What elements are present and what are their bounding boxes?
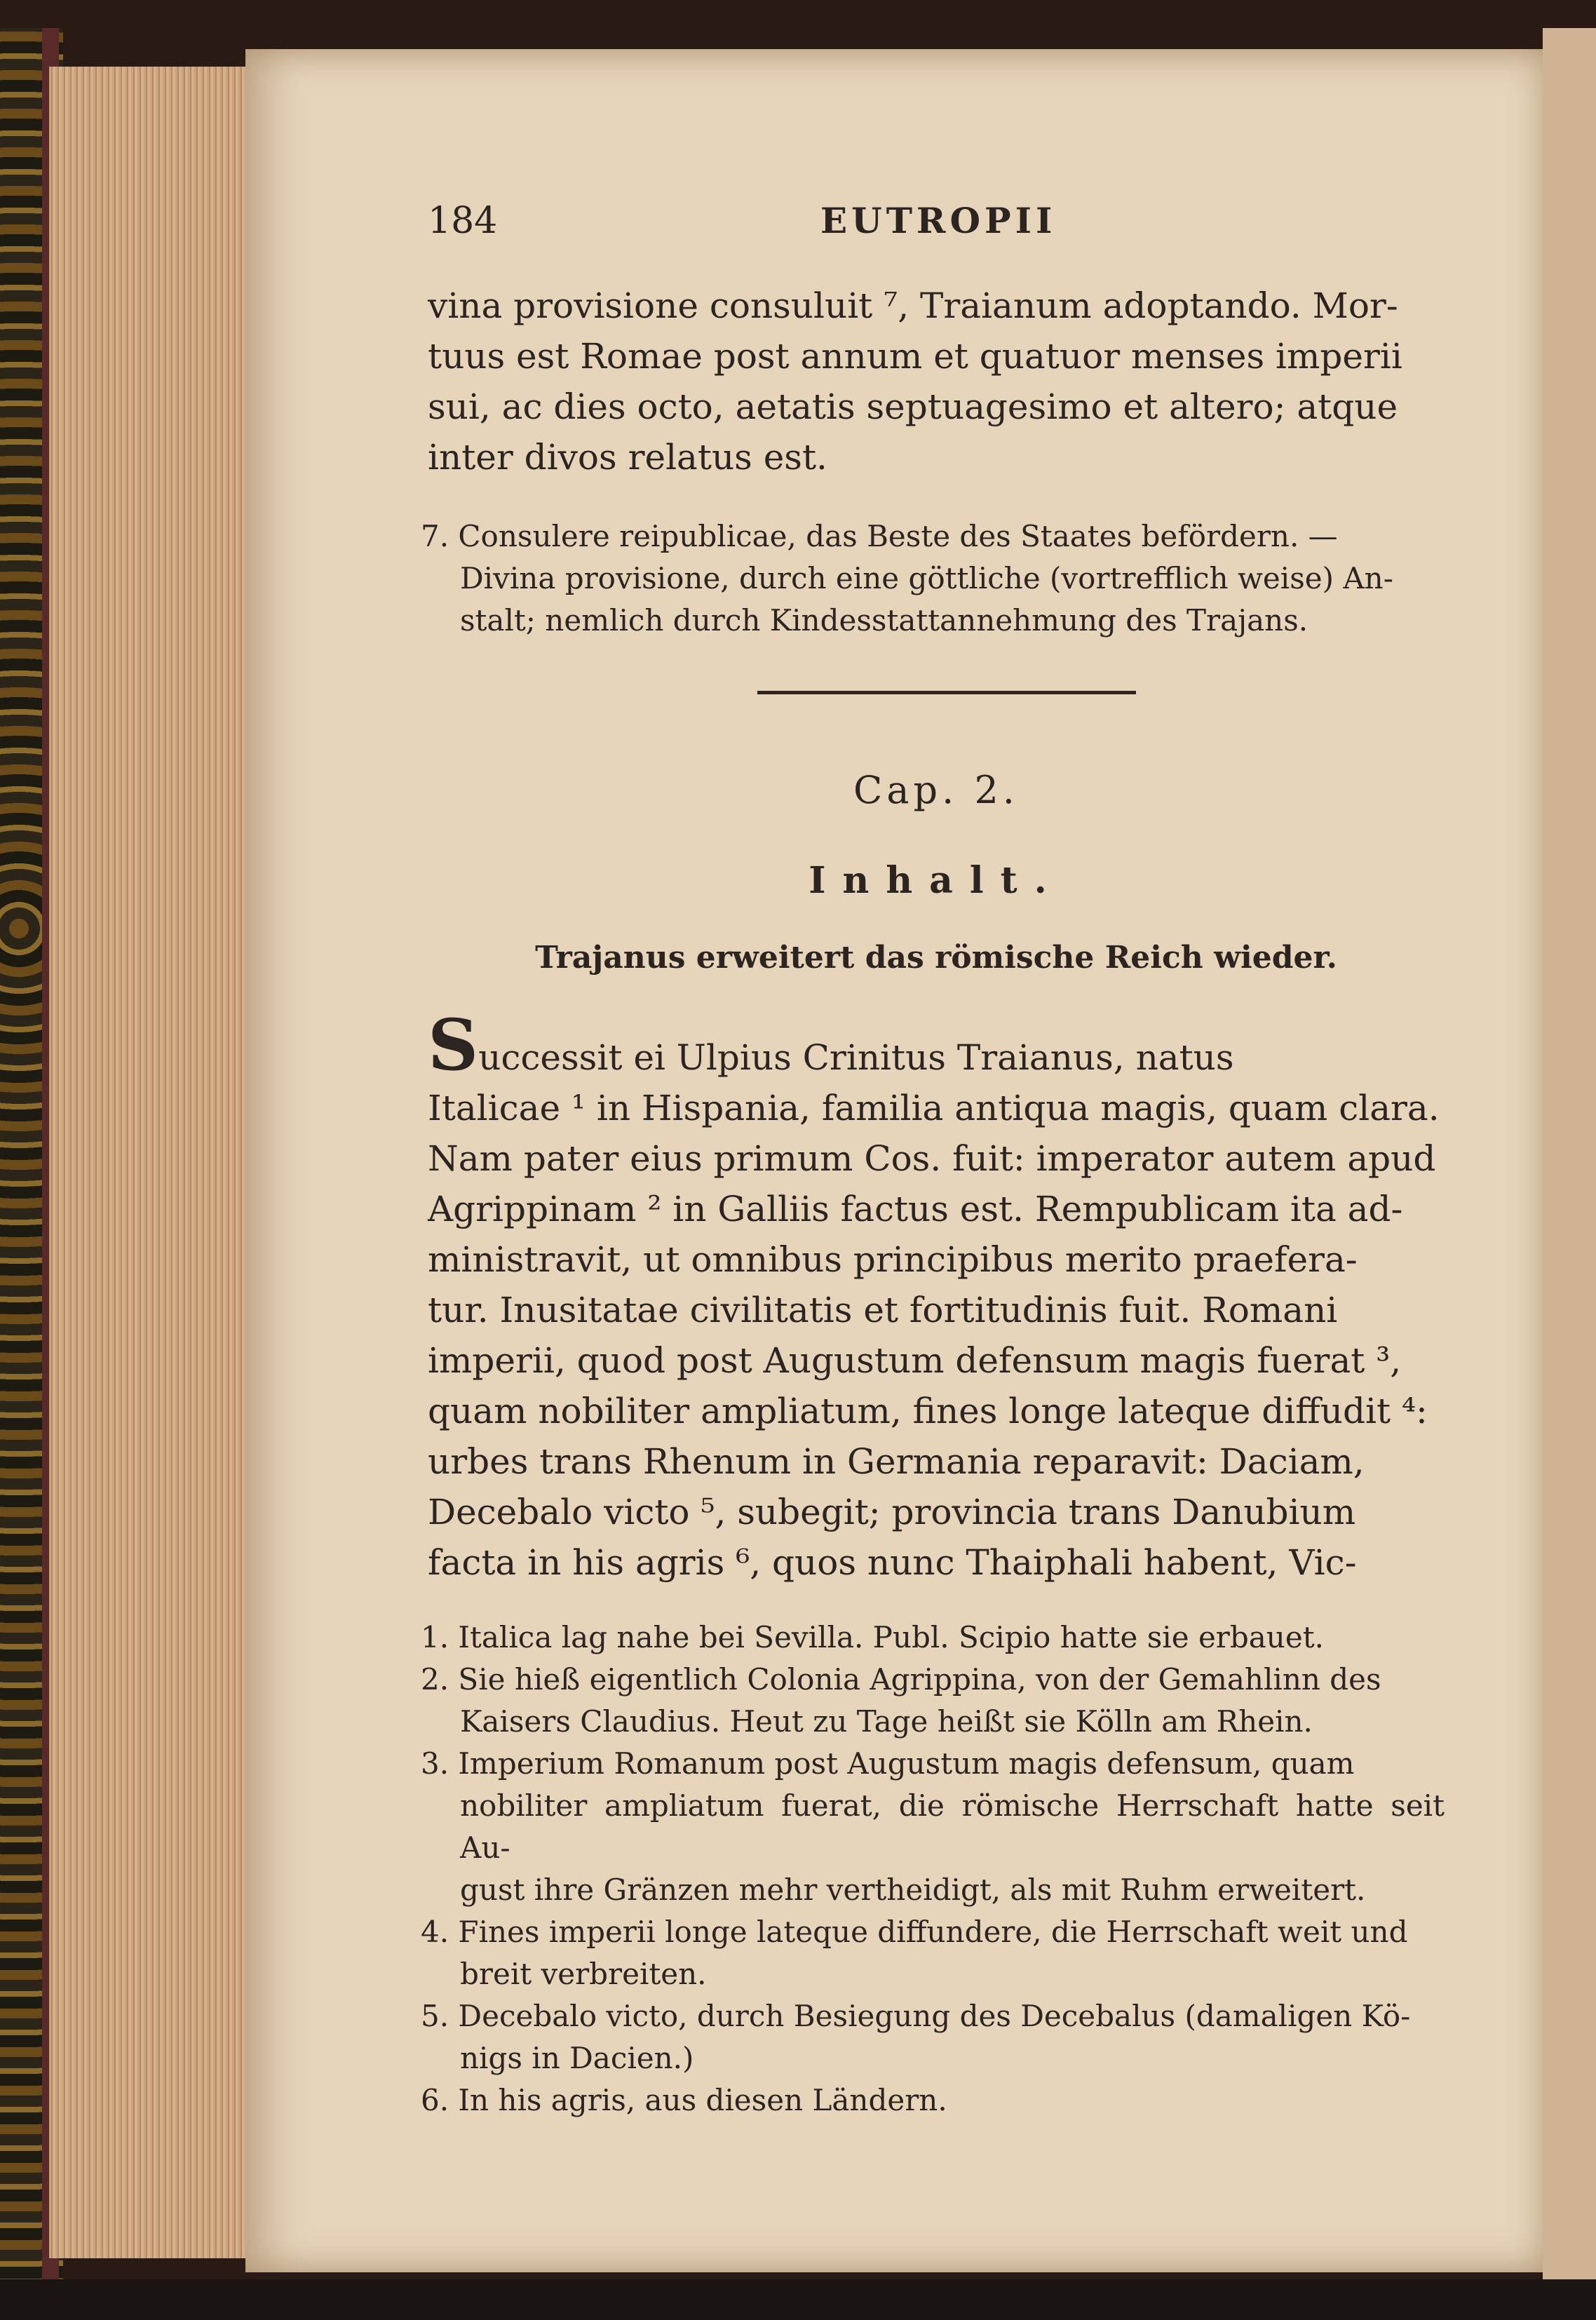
- inhalt-heading: Inhalt.: [809, 859, 1064, 902]
- text-line: ministravit, ut omnibus principibus merito praefera-: [428, 1239, 1358, 1280]
- text-line-rest: uccessit ei Ulpius Crinitus Traianus, natus: [478, 1037, 1234, 1078]
- text-line: imperii, quod post Augustum defensum magis fuerat ³,: [428, 1340, 1402, 1381]
- main-paragraph: [428, 1004, 1445, 1588]
- text-line: tur. Inusitatae civilitatis et fortitudinis fuit. Romani: [428, 1290, 1338, 1330]
- footnote-4: [421, 1911, 1445, 1995]
- chapter-title: Cap. 2.: [853, 768, 1019, 812]
- section-divider: [757, 691, 1136, 694]
- top-paragraph: [428, 281, 1445, 483]
- footnote-line: 5. Decebalo victo, durch Besiegung des Decebalus (damaligen Kö-: [421, 1999, 1411, 2033]
- text-line: facta in his agris ⁶, quos nunc Thaiphali habent, Vic-: [428, 1542, 1357, 1583]
- footnote-line: 6. In his agris, aus diesen Ländern.: [421, 2083, 947, 2117]
- footnote-3: [421, 1743, 1445, 1911]
- page-edges: [49, 67, 259, 2258]
- text-line: Decebalo victo ⁵, subegit; provincia trans Danubium: [428, 1492, 1356, 1532]
- footnote-line: nobiliter ampliatum fuerat, die römische Herrschaft hatte seit Au-: [460, 1788, 1445, 1865]
- text-line: Agrippinam ² in Galliis factus est. Rempublicam ita ad-: [428, 1189, 1403, 1229]
- footnote-line: 2. Sie hieß eigentlich Colonia Agrippina, von der Gemahlinn des: [421, 1662, 1381, 1697]
- text-line: quam nobiliter ampliatum, fines longe lateque diffudit ⁴:: [428, 1391, 1428, 1431]
- footnotes: [421, 1617, 1445, 2122]
- note-line: 7. Consulere reipublicae, das Beste des Staates befördern. —: [421, 519, 1338, 553]
- footnote-line: 4. Fines imperii longe lateque diffundere, die Herrschaft weit und: [421, 1915, 1408, 1949]
- chapter-summary: Trajanus erweitert das römische Reich wieder.: [535, 940, 1337, 976]
- footnote-line: 3. Imperium Romanum post Augustum magis defensum, quam: [421, 1746, 1355, 1781]
- footnote-line: gust ihre Gränzen mehr vertheidigt, als mit Ruhm erweitert.: [460, 1873, 1366, 1907]
- facing-page-edge: [1543, 28, 1596, 2293]
- footnote-1: [421, 1617, 1445, 1659]
- text-line: Nam pater eius primum Cos. fuit: imperator autem apud: [428, 1138, 1436, 1179]
- text-line: tuus est Romae post annum et quatuor menses imperii: [428, 336, 1402, 377]
- drop-cap: S: [428, 1004, 479, 1086]
- footnote-line: Kaisers Claudius. Heut zu Tage heißt sie Kölln am Rhein.: [460, 1704, 1313, 1739]
- note-7: [421, 515, 1445, 642]
- footnote-2: [421, 1659, 1445, 1743]
- page-header: [428, 200, 1452, 256]
- footnote-line: nigs in Dacien.): [460, 2041, 694, 2075]
- text-line: vina provisione consuluit ⁷, Traianum adoptando. Mor-: [428, 285, 1398, 326]
- page-number: 184: [428, 200, 498, 242]
- footnote-line: breit verbreiten.: [460, 1957, 707, 1991]
- footnote-line: 1. Italica lag nahe bei Sevilla. Publ. Scipio hatte sie erbauet.: [421, 1620, 1324, 1654]
- text-line: urbes trans Rhenum in Germania reparavit: Daciam,: [428, 1441, 1365, 1482]
- footnote-6: [421, 2079, 1445, 2122]
- text-line: [428, 1004, 1445, 1086]
- note-line: stalt; nemlich durch Kindesstattannehmung des Trajans.: [460, 603, 1308, 638]
- note-line: Divina provisione, durch eine göttliche (vortrefflich weise) An-: [460, 561, 1393, 595]
- text-line: Italicae ¹ in Hispania, familia antiqua magis, quam clara.: [428, 1088, 1440, 1128]
- footnote-5: [421, 1995, 1445, 2079]
- text-line: sui, ac dies octo, aetatis septuagesimo et altero; atque: [428, 386, 1398, 427]
- text-line: inter divos relatus est.: [428, 437, 827, 478]
- running-title: EUTROPII: [820, 200, 1057, 241]
- bottom-shadow: [0, 2279, 1596, 2320]
